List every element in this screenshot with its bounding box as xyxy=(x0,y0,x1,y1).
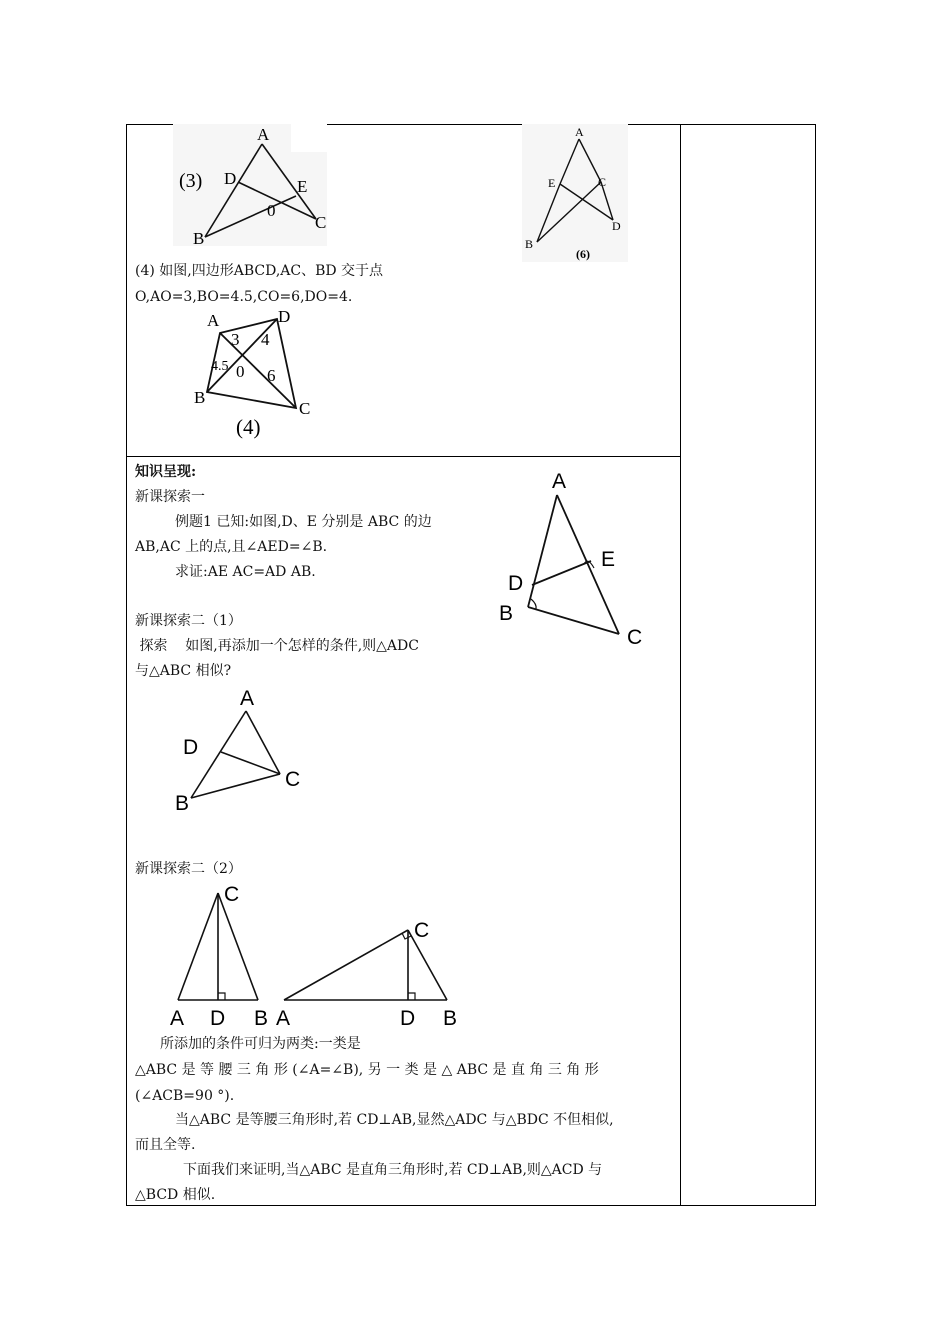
fig6-label-a: A xyxy=(575,125,584,139)
fig3-label-o: 0 xyxy=(267,201,276,220)
para1-line3: (∠ACB=90 °). xyxy=(135,1088,235,1104)
iso-label-a: A xyxy=(170,1007,185,1030)
para1-line1: 所添加的条件可归为两类:一类是 xyxy=(160,1036,361,1052)
ex1-label-d: D xyxy=(508,572,524,595)
fig6-label-e: E xyxy=(548,176,556,190)
para3-line2: △BCD 相似. xyxy=(135,1187,216,1203)
fig6-caption: (6) xyxy=(576,247,590,261)
fig4-label-co: 6 xyxy=(267,366,276,385)
table-bottom-border xyxy=(126,1205,816,1206)
fig4-label-c: C xyxy=(299,399,311,418)
para3-line1: 下面我们来证明,当△ABC 是直角三角形时,若 CD⊥AB,则△ACD 与 xyxy=(183,1162,603,1178)
fig3-label-e: E xyxy=(297,177,308,196)
ex2-label-b: B xyxy=(175,792,190,815)
column-divider xyxy=(680,124,681,1206)
knowledge-heading: 知识呈现: xyxy=(135,464,197,480)
fig6-label-b: B xyxy=(525,237,534,251)
right-label-a: A xyxy=(276,1007,291,1030)
fig4-label-do: 4 xyxy=(261,330,270,349)
isosceles-triangle-figure xyxy=(165,880,285,1030)
ex1-label-b: B xyxy=(499,602,514,625)
figure-6-triangle xyxy=(522,124,628,262)
right-label-d: D xyxy=(400,1007,416,1030)
explore2-1-figure xyxy=(170,680,310,816)
fig4-label-o: 0 xyxy=(236,362,245,381)
fig3-label-a: A xyxy=(257,125,270,144)
q4-text-line2: O,AO=3,BO=4.5,CO=6,DO=4. xyxy=(135,289,353,305)
ex2-label-c: C xyxy=(285,768,301,791)
iso-label-b: B xyxy=(254,1007,269,1030)
fig3-caption: (3) xyxy=(179,170,203,192)
right-label-c: C xyxy=(414,919,430,942)
row-divider xyxy=(126,456,681,457)
fig3-label-b: B xyxy=(193,229,205,246)
fig4-label-bo: 4.5 xyxy=(211,359,229,374)
table-right-border xyxy=(815,124,816,1206)
q4-text-line1: (4) 如图,四边形ABCD,AC、BD 交于点 xyxy=(135,263,384,279)
explore2-2-title: 新课探索二（2） xyxy=(135,861,242,877)
ex1-label-c: C xyxy=(627,626,643,649)
ex2-label-d: D xyxy=(183,736,199,759)
fig4-label-d: D xyxy=(278,307,291,326)
fig4-caption: (4) xyxy=(236,415,261,439)
iso-label-c: C xyxy=(224,883,240,906)
fig6-label-c: C xyxy=(598,175,607,189)
fig6-label-d: D xyxy=(612,219,621,233)
fig4-label-a: A xyxy=(207,311,220,330)
example1-figure xyxy=(495,466,655,652)
explore2-1-line1: 探索 如图,再添加一个怎样的条件,则△ADC xyxy=(135,638,419,654)
ex2-label-a: A xyxy=(240,687,255,710)
explore1-title: 新课探索一 xyxy=(135,489,205,505)
explore2-1-title: 新课探索二（1） xyxy=(135,613,242,629)
para2-line1: 当△ABC 是等腰三角形时,若 CD⊥AB,显然△ADC 与△BDC 不但相似, xyxy=(175,1112,614,1128)
para1-line2: △ABC 是 等 腰 三 角 形 (∠A=∠B), 另 一 类 是 △ ABC 是 直 角 三 角 形 xyxy=(135,1062,599,1078)
example1-line1: 例题1 已知:如图,D、E 分别是 ABC 的边 xyxy=(175,514,432,530)
ex1-label-e: E xyxy=(601,548,616,571)
fig4-label-ao: 3 xyxy=(231,330,240,349)
example1-prove: 求证:AE AC=AD AB. xyxy=(175,564,316,580)
explore2-1-line2: 与△ABC 相似? xyxy=(135,663,232,679)
para2-line2: 而且全等. xyxy=(135,1137,196,1153)
iso-label-d: D xyxy=(210,1007,226,1030)
figure-4-quadrilateral xyxy=(185,304,325,440)
right-triangle-figure xyxy=(272,910,472,1030)
right-label-b: B xyxy=(443,1007,458,1030)
table-left-border xyxy=(126,124,127,1206)
figure-3-triangle xyxy=(173,124,327,246)
example1-line2: AB,AC 上的点,且∠AED=∠B. xyxy=(135,539,328,555)
fig3-label-d: D xyxy=(224,169,237,188)
ex1-label-a: A xyxy=(552,470,567,493)
fig3-label-c: C xyxy=(315,213,327,232)
fig4-label-b: B xyxy=(194,388,206,407)
